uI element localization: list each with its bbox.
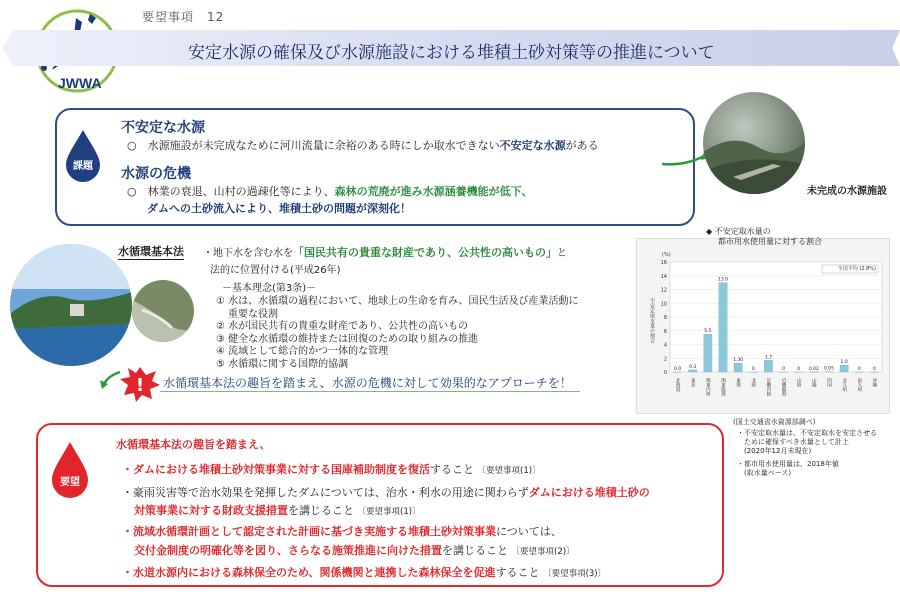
source-note: (取水量ベース) (737, 469, 792, 477)
bar (734, 363, 742, 372)
x-tick-label: 沖縄 (871, 378, 877, 387)
bar-chart (636, 238, 890, 414)
x-tick-label: 北海道 (675, 378, 681, 392)
source-note: ・不安定取水量は、不安定取水を安定させる (737, 429, 877, 437)
law-item: ⑤ 水循環に関する国際的協調 (216, 359, 349, 370)
request-item-3b: 交付金制度の明確化等を図り、さらなる施策推進に向けた措置を講じること 〔要望事項(2)〕 (134, 544, 575, 557)
x-tick-label: 近畿内陸 (765, 378, 771, 396)
x-tick-label: 近畿臨海 (781, 378, 787, 396)
photo-caption: 未完成の水源施設 (807, 186, 887, 197)
y-tick-label: 8 (663, 315, 667, 321)
law-line-2: 法的に位置付ける(平成26年) (210, 265, 341, 276)
x-tick-label: 東海 (735, 378, 741, 387)
law-principle-heading: －基本理念(第3条)－ (222, 283, 317, 294)
y-tick-label: 0 (663, 370, 667, 376)
x-tick-label: 南九州 (856, 378, 862, 392)
exclamation-icon (118, 365, 162, 403)
source-note: (2020年12月末現在) (737, 447, 812, 455)
request-item-4: ・水道水源内における森林保全のため、関係機関と連携した森林保全を促進すること 〔要望事項(3)〕 (122, 566, 607, 579)
y-tick-label: 12 (660, 287, 667, 294)
source-note: ために確保すべき水量として計上 (737, 438, 849, 446)
x-tick-label: 山陽 (811, 378, 817, 387)
request-number: 要望事項 12 (142, 10, 225, 24)
legend-label: 全国平均 (2.8%) (837, 266, 876, 272)
x-tick-label: 関東臨海 (720, 378, 726, 396)
law-label: 水循環基本法 (118, 245, 184, 258)
issue-line-3: ダムへの土砂流入により、堆積土砂の問題が深刻化！ (147, 202, 411, 215)
bar (840, 365, 848, 372)
water-drop-icon (64, 128, 102, 182)
source-note: ・都市用水使用量は、2018年値 (737, 460, 839, 468)
logo-text: JWWA (58, 75, 102, 91)
x-tick-label: 東北 (690, 378, 696, 387)
x-tick-label: 山陰 (796, 378, 802, 387)
data-label: 0 (797, 367, 801, 372)
y-tick-label: 10 (660, 301, 667, 308)
data-label: 13.0 (717, 277, 729, 283)
x-tick-label: 北陸 (750, 378, 756, 387)
data-label: 0.3 (689, 364, 697, 370)
dam-photo (10, 244, 132, 366)
data-label: 1.30 (733, 358, 744, 364)
bar (719, 283, 727, 372)
chart-title: ◆ 不安定取水量の (706, 227, 771, 236)
x-tick-label: 北九州 (841, 378, 847, 392)
chart-subtitle: 都市用水使用量に対する割合 (718, 237, 822, 246)
request-item-3: ・流域水循環計画として認定された計画に基づき実施する堆積土砂対策事業については、 (122, 525, 562, 538)
y-unit-label: (%) (662, 252, 671, 258)
request-item-2b: 対策事業に対する財政支援措置を講じること 〔要望事項(1)〕 (134, 504, 421, 517)
law-item: ③ 健全な水循環の維持または回復のための取り組みの推進 (216, 334, 479, 345)
svg-text:!: ! (135, 375, 145, 396)
request-intro: 水循環基本法の趣旨を踏まえ、 (116, 438, 271, 451)
issue-badge-label: 課題 (73, 161, 93, 172)
source-title: (国土交通省水資源部調べ) (733, 418, 816, 426)
page-title: 安定水源の確保及び水源施設における堆積土砂対策等の推進について (188, 43, 715, 63)
request-item-1: ・ダムにおける堆積土砂対策事業に対する国庫補助制度を復活すること 〔要望事項(1)〕 (122, 463, 541, 476)
data-label: 0 (751, 367, 755, 372)
data-label: 0 (782, 367, 786, 372)
x-tick-label: 関東内陸 (705, 378, 711, 396)
data-label: 0 (872, 367, 876, 372)
law-item: ② 水が国民共有の貴重な財産であり、公共性の高いもの (216, 321, 469, 332)
issue-line-1: ○ 水源施設が未完成なために河川流量に余裕のある時にしか取水できない不安定な水源がある (127, 139, 599, 152)
bar (704, 334, 712, 372)
request-item-2: ・豪雨災害等で治水効果を発揮したダムについては、治水・利水の用途に関わらずダムにおける堆積土砂の (122, 486, 650, 499)
data-label: 0 (857, 367, 861, 372)
y-tick-label: 2 (663, 356, 667, 363)
approach-text: 水循環基本法の趣旨を踏まえ、水源の危機に対して効果的なアプローチを！ (163, 376, 572, 390)
y-axis-label: 不安定取水量の割合 (649, 298, 655, 343)
data-label: 0.05 (823, 366, 835, 372)
approach-underline (160, 391, 580, 392)
x-tick-label: 四国 (826, 378, 832, 387)
data-label: 0.02 (808, 366, 819, 372)
issue-heading-2: 水源の危機 (121, 166, 191, 182)
data-label: 1.7 (764, 355, 773, 361)
issue-line-2: ○ 林業の衰退、山村の過疎化等により、森林の荒廃が進み水源涵養機能が低下、 (127, 185, 533, 198)
river-photo (132, 280, 194, 342)
data-label: 0.0 (673, 367, 682, 372)
y-tick-label: 16 (660, 260, 667, 266)
law-item: ① 水は、水循環の過程において、地球上の生命を育み、国民生活及び産業活動に (216, 296, 579, 307)
data-label: 1.0 (840, 360, 848, 366)
bar (689, 370, 697, 372)
request-badge-label: 要望 (60, 477, 80, 488)
water-drop-icon (50, 440, 90, 500)
y-tick-label: 6 (663, 328, 667, 335)
data-label: 5.5 (704, 329, 712, 335)
arrow-icon (660, 150, 710, 170)
y-tick-label: 4 (663, 342, 667, 349)
law-item: ④ 流域として総合的かつ一体的な管理 (216, 346, 389, 357)
y-tick-label: 14 (660, 273, 667, 280)
forest-photo (703, 92, 805, 194)
bar (764, 360, 772, 372)
law-line-1: ・地下水を含む水を「国民共有の貴重な財産であり、公共性の高いもの」と (203, 246, 567, 259)
law-item: 重要な役割 (228, 309, 278, 320)
issue-heading-1: 不安定な水源 (121, 120, 205, 136)
